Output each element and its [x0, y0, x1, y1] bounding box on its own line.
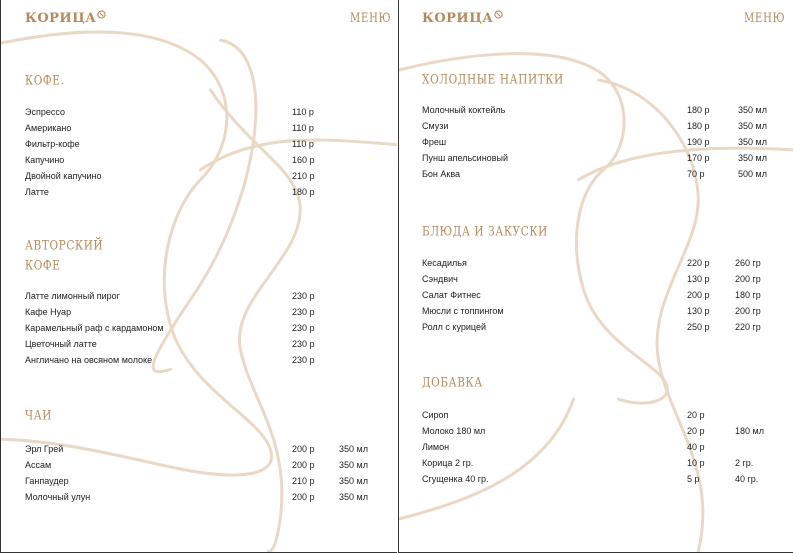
menu-item: [422, 423, 772, 439]
item-price: 20 р: [687, 410, 705, 420]
menu-item: [25, 288, 355, 304]
item-price: 5 р: [687, 474, 700, 484]
item-volume: 350 мл: [738, 121, 767, 131]
menu-item: [25, 168, 355, 184]
menu-item: [422, 471, 772, 487]
item-name: Эспрессо: [25, 107, 65, 117]
item-name: Пунш апельсиновый: [422, 153, 508, 163]
section-title-addons: ДОБАВКА: [422, 375, 483, 390]
item-name: Карамельный раф с кардамоном: [25, 323, 164, 333]
item-name: Молочный коктейль: [422, 105, 506, 115]
menu-item: [422, 455, 772, 471]
menu-item: [422, 319, 772, 335]
item-name: Эрл Грей: [25, 444, 64, 454]
item-name: Сироп: [422, 410, 449, 420]
brand-name: КОРИЦА: [422, 11, 494, 26]
item-price: 10 р: [687, 458, 705, 468]
menu-item: [422, 150, 772, 166]
item-weight: 200 гр: [735, 306, 761, 316]
item-volume: 350 мл: [738, 153, 767, 163]
item-price: 20 р: [687, 426, 705, 436]
section-title-author-coffee-line1: АВТОРСКИЙ: [25, 238, 104, 253]
cinnamon-icon: [97, 10, 106, 19]
item-name: Англичано на овсяном молоке: [25, 355, 153, 365]
brand-logo[interactable]: [25, 11, 106, 26]
item-weight: 260 гр: [735, 258, 761, 268]
menu-item: [25, 320, 355, 336]
item-volume: 350 мл: [339, 476, 368, 486]
item-volume: 350 мл: [339, 460, 368, 470]
item-name: Салат Фитнес: [422, 290, 481, 300]
item-price: 210 р: [292, 476, 315, 486]
item-price: 40 р: [687, 442, 705, 452]
menu-item: [422, 303, 772, 319]
item-price: 200 р: [687, 290, 710, 300]
item-weight: 200 гр: [735, 274, 761, 284]
item-name: Молоко 180 мл: [422, 426, 486, 436]
item-name: Американо: [25, 123, 72, 133]
item-volume: 350 мл: [339, 444, 368, 454]
menu-item: [25, 304, 355, 320]
menu-page-right: [398, 0, 793, 553]
section-title-dishes: БЛЮДА И ЗАКУСКИ: [422, 224, 548, 239]
item-price: 230 р: [292, 307, 315, 317]
item-price: 190 р: [687, 137, 710, 147]
item-price: 110 р: [292, 123, 314, 133]
menu-item: [422, 118, 772, 134]
menu-item: [25, 473, 375, 489]
item-name: Лимон: [422, 442, 450, 452]
menu-item: [422, 407, 772, 423]
item-price: 200 р: [292, 444, 315, 454]
menu-item: [422, 439, 772, 455]
item-volume: 350 мл: [738, 105, 767, 115]
item-amount: 2 гр.: [735, 458, 754, 468]
menu-link[interactable]: МЕНЮ: [744, 11, 786, 26]
item-price: 180 р: [687, 121, 710, 131]
item-name: Сэндвич: [422, 274, 458, 284]
menu-item: [422, 102, 772, 118]
item-name: Бон Аква: [422, 169, 461, 179]
item-price: 130 р: [687, 274, 710, 284]
item-volume: 350 мл: [339, 492, 368, 502]
item-price: 110 р: [292, 139, 314, 149]
item-volume: 500 мл: [738, 169, 767, 179]
menu-item: [25, 152, 355, 168]
item-name: Кафе Нуар: [25, 307, 72, 317]
item-name: Цветочный латте: [25, 339, 97, 349]
section-title-author-coffee-line2: КОФЕ: [25, 258, 61, 273]
item-volume: 350 мл: [738, 137, 767, 147]
item-name: Кесадилья: [422, 258, 467, 268]
menu-item: [25, 457, 375, 473]
section-title-tea: ЧАИ: [25, 408, 53, 423]
item-weight: 180 гр: [735, 290, 761, 300]
item-price: 230 р: [292, 339, 315, 349]
item-price: 230 р: [292, 355, 315, 365]
item-name: Корица 2 гр.: [422, 458, 474, 468]
item-name: Латте лимонный пирог: [25, 291, 120, 301]
menu-item: [25, 184, 355, 200]
item-name: Фильтр-кофе: [25, 139, 80, 149]
menu-item: [25, 104, 355, 120]
brand-name: КОРИЦА: [25, 11, 97, 26]
item-name: Ролл с курицей: [422, 322, 486, 332]
menu-item: [25, 136, 355, 152]
item-name: Двойной капучино: [25, 171, 102, 181]
item-name: Ганпаудер: [25, 476, 69, 486]
section-title-cold-drinks: ХОЛОДНЫЕ НАПИТКИ: [422, 72, 564, 87]
item-amount: 180 мл: [735, 426, 764, 436]
menu-item: [25, 120, 355, 136]
item-weight: 220 гр: [735, 322, 761, 332]
item-price: 160 р: [292, 155, 315, 165]
menu-item: [25, 352, 355, 368]
item-price: 230 р: [292, 291, 315, 301]
item-name: Латте: [25, 187, 49, 197]
menu-item: [422, 287, 772, 303]
item-name: Ассам: [25, 460, 52, 470]
item-price: 200 р: [292, 492, 315, 502]
item-price: 250 р: [687, 322, 710, 332]
menu-item: [422, 166, 772, 182]
menu-link[interactable]: МЕНЮ: [350, 11, 392, 26]
item-price: 220 р: [687, 258, 710, 268]
menu-item: [25, 336, 355, 352]
section-title-coffee: КОФЕ.: [25, 73, 65, 88]
menu-item: [25, 441, 375, 457]
item-name: Сгущенка 40 гр.: [422, 474, 489, 484]
item-price: 130 р: [687, 306, 710, 316]
item-name: Капучино: [25, 155, 65, 165]
item-price: 170 р: [687, 153, 710, 163]
item-name: Фреш: [422, 137, 447, 147]
item-name: Молочный улун: [25, 492, 91, 502]
item-price: 180 р: [687, 105, 710, 115]
item-price: 200 р: [292, 460, 315, 470]
item-price: 180 р: [292, 187, 315, 197]
menu-item: [422, 255, 772, 271]
item-price: 70 р: [687, 169, 705, 179]
item-price: 210 р: [292, 171, 315, 181]
item-price: 230 р: [292, 323, 315, 333]
cinnamon-icon: [494, 10, 503, 19]
menu-item: [422, 134, 772, 150]
item-name: Смузи: [422, 121, 449, 131]
item-name: Мюсли с топпингом: [422, 306, 504, 316]
brand-logo[interactable]: [422, 11, 503, 26]
item-amount: 40 гр.: [735, 474, 759, 484]
menu-item: [422, 271, 772, 287]
menu-item: [25, 489, 375, 505]
item-price: 110 р: [292, 107, 314, 117]
